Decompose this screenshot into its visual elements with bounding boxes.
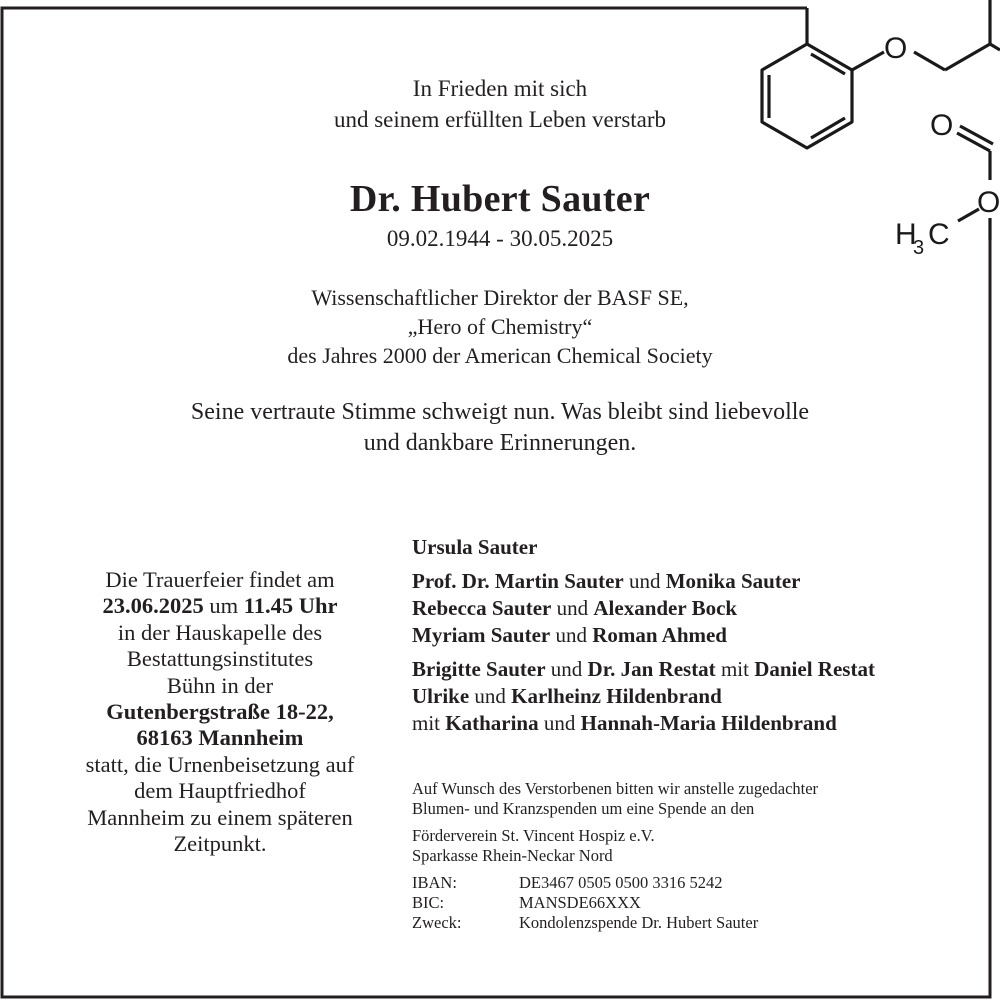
- family-line: [412, 534, 992, 561]
- family-line: [412, 568, 992, 595]
- mourner-name: Prof. Dr. Martin Sauter: [412, 569, 624, 593]
- ceremony-datetime-line: [40, 593, 400, 619]
- mourner-name: Katharina: [445, 711, 539, 735]
- life-dates: 09.02.1944 - 30.05.2025: [386, 226, 614, 251]
- oxygen-atom-label: O: [884, 32, 908, 65]
- mourner-name: Myriam Sauter: [412, 623, 551, 647]
- connector: und: [550, 623, 593, 647]
- title-line: „Hero of Chemistry“: [407, 314, 593, 339]
- mourner-name: Monika Sauter: [665, 569, 801, 593]
- donation-recipient: [412, 826, 952, 866]
- title-line: Wissenschaftlicher Direktor der BASF SE,: [311, 285, 689, 310]
- carbonyl-oxygen-label: O: [930, 109, 954, 142]
- donation-line: Blumen- und Kranzspenden um eine Spende an den: [412, 799, 755, 818]
- mourner-name: Ulrike: [412, 684, 470, 708]
- recipient-name: Förderverein St. Vincent Hospiz e.V.: [412, 826, 655, 845]
- ceremony-city: [40, 725, 400, 751]
- intro-line: und seinem erfüllten Leben verstarb: [333, 107, 667, 132]
- family-line: [412, 656, 992, 683]
- deceased-name: Dr. Hubert Sauter: [349, 178, 651, 220]
- family-line: [412, 710, 992, 737]
- family-line: [412, 595, 992, 622]
- mourner-name: Rebecca Sauter: [412, 596, 552, 620]
- bank-row-iban: [412, 873, 952, 893]
- carbon-label: C: [928, 218, 950, 251]
- intro-line: In Frieden mit sich: [412, 76, 588, 101]
- mourner-name: Hannah-Maria Hildenbrand: [580, 711, 837, 735]
- donation-info: [412, 779, 952, 933]
- connector: und: [469, 684, 512, 708]
- ceremony-line: Mannheim zu einem späteren: [87, 804, 353, 830]
- purpose-value: Kondolenzspende Dr. Hubert Sauter: [519, 913, 759, 932]
- bank-row-purpose: [412, 913, 952, 933]
- hydrogen-label: H: [895, 218, 917, 251]
- bank-details: [412, 873, 952, 933]
- ceremony-time: 11.45 Uhr: [243, 593, 338, 619]
- donation-line: Auf Wunsch des Verstorbenen bitten wir anstelle zugedachter: [412, 779, 819, 798]
- city-address: 68163 Mannheim: [136, 725, 304, 751]
- family-group-siblings: [412, 656, 992, 737]
- family-group-spouse: [412, 534, 992, 561]
- mourner-name: Daniel Restat: [754, 657, 875, 681]
- family-mourners: [412, 534, 992, 744]
- ceremony-line: Bestattungsinstitutes: [126, 646, 314, 672]
- purpose-label: Zweck:: [412, 913, 462, 932]
- ceremony-line: Die Trauerfeier findet am: [105, 567, 335, 592]
- iban-value: DE3467 0505 0500 3316 5242: [519, 873, 723, 892]
- ester-oxygen-label: O: [977, 186, 1000, 219]
- mourner-name: Ursula Sauter: [412, 535, 538, 559]
- connector: und: [538, 711, 581, 735]
- connector: und: [623, 569, 666, 593]
- ceremony-line: Bühn in der: [166, 672, 274, 698]
- ceremony-date: 23.06.2025: [102, 593, 204, 619]
- bic-value: MANSDE66XXX: [519, 893, 641, 912]
- ceremony-line: dem Hauptfriedhof: [134, 778, 306, 804]
- ceremony-connector: um: [209, 593, 239, 619]
- mourner-name: Dr. Jan Restat: [587, 657, 716, 681]
- bank-row-bic: [412, 893, 952, 913]
- intro-text: [200, 73, 800, 135]
- bic-label: BIC:: [412, 893, 445, 912]
- mourner-name: Alexander Bock: [593, 596, 738, 620]
- ceremony-line: in der Hauskapelle des: [117, 619, 323, 645]
- family-line: [412, 683, 992, 710]
- connector: und: [551, 596, 594, 620]
- quote-line: Seine vertraute Stimme schweigt nun. Was bleibt sind liebevolle: [190, 399, 810, 425]
- connector: mit: [715, 657, 755, 681]
- ceremony-line: Zeitpunkt.: [173, 831, 267, 857]
- ceremony-street: [40, 699, 400, 725]
- connector: und: [545, 657, 588, 681]
- ceremony-line: statt, die Urnenbeisetzung auf: [85, 751, 355, 777]
- title-line: des Jahres 2000 der American Chemical Society: [287, 343, 713, 368]
- donation-request: [412, 779, 952, 819]
- quote-line: und dankbare Erinnerungen.: [363, 430, 637, 456]
- subscript-three-label: 3: [913, 237, 925, 259]
- mourner-name: Brigitte Sauter: [412, 657, 546, 681]
- memorial-quote: [100, 397, 900, 459]
- ceremony-details: [40, 567, 400, 857]
- bank-name: Sparkasse Rhein-Neckar Nord: [412, 846, 613, 865]
- street-address: Gutenbergstraße 18-22,: [106, 699, 334, 725]
- connector: mit: [412, 711, 446, 735]
- mourner-name: Roman Ahmed: [592, 623, 727, 647]
- family-line: [412, 622, 992, 649]
- mourner-name: Karlheinz Hildenbrand: [511, 684, 722, 708]
- iban-label: IBAN:: [412, 873, 457, 892]
- family-group-children: [412, 568, 992, 649]
- professional-title: [150, 283, 850, 370]
